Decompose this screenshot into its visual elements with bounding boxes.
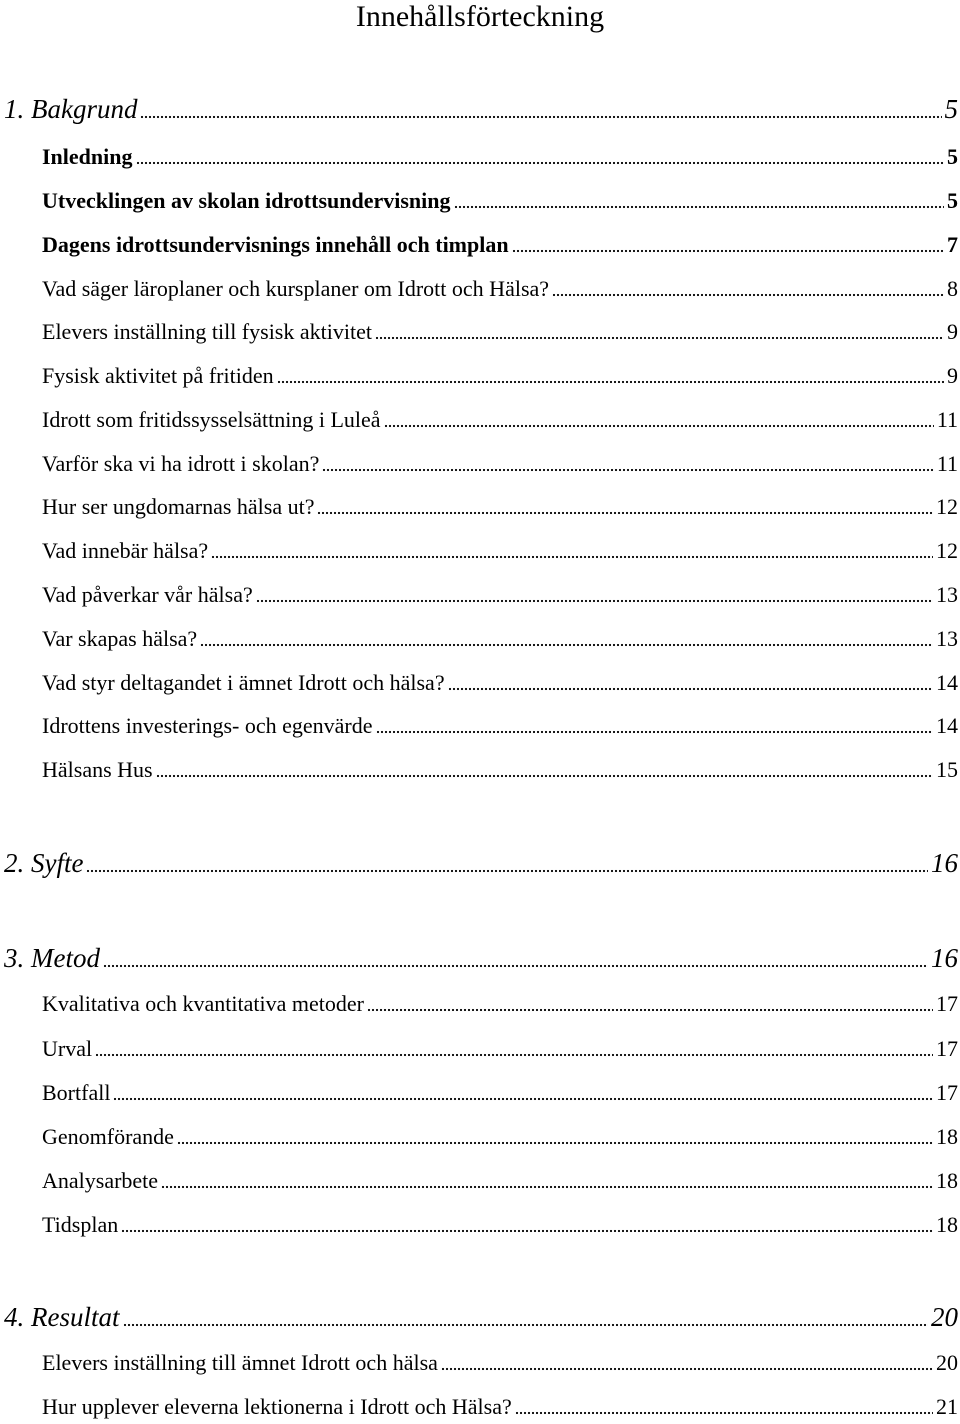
toc-chapter-entry[interactable] [4, 1302, 958, 1332]
dot-leader [161, 1180, 933, 1189]
toc-entry-page-number: 17 [936, 991, 958, 1016]
toc-entry-page-number: 18 [936, 1124, 958, 1149]
toc-entry-label: Dagens idrottsundervisnings innehåll och timplan [42, 232, 509, 257]
dot-leader [375, 331, 944, 340]
dot-leader [256, 594, 933, 603]
dot-leader [317, 506, 933, 515]
toc-section-entry[interactable] [42, 1394, 958, 1420]
dot-leader [512, 244, 944, 253]
dot-leader [156, 769, 933, 778]
toc-entry-page-number: 16 [931, 943, 958, 973]
toc-entry-page-number: 21 [936, 1394, 958, 1419]
toc-entry-label: Tidsplan [42, 1212, 119, 1237]
toc-entry-page-number: 20 [936, 1350, 958, 1375]
toc-section-entry[interactable] [42, 626, 958, 652]
toc-section-entry[interactable] [42, 538, 958, 564]
toc-entry-page-number: 5 [947, 188, 958, 213]
toc-section-entry[interactable] [42, 407, 958, 433]
toc-entry-label: Varför ska vi ha idrott i skolan? [42, 451, 320, 476]
toc-section-entry[interactable] [42, 1168, 958, 1194]
dot-leader [552, 288, 944, 297]
toc-entry-page-number: 8 [947, 276, 958, 301]
toc-entry-page-number: 5 [944, 94, 958, 124]
dot-leader [140, 110, 941, 119]
toc-section-entry[interactable] [42, 319, 958, 345]
toc-section-entry[interactable] [42, 451, 958, 477]
toc-entry-label: Elevers inställning till fysisk aktivitet [42, 319, 372, 344]
dot-leader [211, 550, 933, 559]
toc-entry-page-number: 14 [936, 713, 958, 738]
dot-leader [367, 1003, 933, 1012]
toc-chapter-entry[interactable] [4, 848, 958, 878]
toc-entry-label: Var skapas hälsa? [42, 626, 198, 651]
dot-leader [277, 375, 944, 384]
toc-entry-page-number: 17 [936, 1080, 958, 1105]
toc-entry-page-number: 12 [936, 494, 958, 519]
toc-entry-page-number: 15 [936, 757, 958, 782]
toc-section-entry[interactable] [42, 276, 958, 302]
toc-section-entry[interactable] [42, 670, 958, 696]
dot-leader [123, 1318, 929, 1327]
toc-entry-label: Vad styr deltagandet i ämnet Idrott och hälsa? [42, 670, 445, 695]
dot-leader [441, 1362, 933, 1371]
toc-entry-label: Vad påverkar vår hälsa? [42, 582, 253, 607]
dot-leader [448, 682, 933, 691]
dot-leader [136, 156, 945, 165]
toc-section-entry[interactable] [42, 713, 958, 739]
toc-entry-label: 4. Resultat [4, 1302, 120, 1332]
page-title: Innehållsförteckning [355, 0, 605, 33]
toc-section-entry[interactable] [42, 991, 958, 1017]
toc-section-entry[interactable] [42, 363, 958, 389]
toc-entry-label: Fysisk aktivitet på fritiden [42, 363, 274, 388]
dot-leader [113, 1092, 933, 1101]
toc-entry-label: Idrottens investerings- och egenvärde [42, 713, 373, 738]
toc-entry-page-number: 13 [936, 582, 958, 607]
toc-section-entry[interactable] [42, 1350, 958, 1376]
dot-leader [177, 1136, 933, 1145]
toc-section-entry[interactable] [42, 1124, 958, 1150]
dot-leader [86, 864, 928, 873]
toc-entry-label: Idrott som fritidssysselsättning i Luleå [42, 407, 381, 432]
dot-leader [103, 959, 928, 968]
toc-entry-page-number: 16 [931, 848, 958, 878]
dot-leader [121, 1224, 933, 1233]
dot-leader [454, 200, 944, 209]
toc-section-entry[interactable] [42, 1036, 958, 1062]
toc-entry-page-number: 18 [936, 1212, 958, 1237]
toc-entry-page-number: 12 [936, 538, 958, 563]
toc-entry-page-number: 9 [947, 363, 958, 388]
toc-section-entry[interactable] [42, 144, 958, 170]
dot-leader [376, 725, 934, 734]
toc-entry-label: Hur upplever eleverna lektionerna i Idrott och Hälsa? [42, 1394, 512, 1419]
toc-entry-label: Hälsans Hus [42, 757, 153, 782]
toc-entry-label: Hur ser ungdomarnas hälsa ut? [42, 494, 315, 519]
dot-leader [95, 1048, 933, 1057]
toc-entry-label: Vad innebär hälsa? [42, 538, 209, 563]
toc-entry-page-number: 7 [947, 232, 958, 257]
toc-entry-label: 1. Bakgrund [4, 94, 138, 124]
toc-entry-label: Utvecklingen av skolan idrottsundervisning [42, 188, 451, 213]
toc-entry-label: Analysarbete [42, 1168, 159, 1193]
dot-leader [322, 463, 933, 472]
toc-entry-label: Urval [42, 1036, 93, 1061]
toc-entry-label: Inledning [42, 144, 133, 169]
toc-entry-label: 3. Metod [4, 943, 100, 973]
toc-entry-label: Genomförande [42, 1124, 174, 1149]
toc-entry-page-number: 5 [947, 144, 958, 169]
toc-section-entry[interactable] [42, 188, 958, 214]
toc-section-entry[interactable] [42, 1212, 958, 1238]
toc-section-entry[interactable] [42, 232, 958, 258]
toc-entry-page-number: 9 [947, 319, 958, 344]
toc-entry-page-number: 11 [936, 407, 958, 432]
toc-chapter-entry[interactable] [4, 94, 958, 124]
toc-section-entry[interactable] [42, 757, 958, 783]
toc-entry-label: 2. Syfte [4, 848, 84, 878]
toc-section-entry[interactable] [42, 1080, 958, 1106]
toc-entry-page-number: 18 [936, 1168, 958, 1193]
toc-entry-page-number: 14 [936, 670, 958, 695]
toc-section-entry[interactable] [42, 494, 958, 520]
toc-entry-page-number: 11 [936, 451, 958, 476]
dot-leader [515, 1406, 933, 1415]
toc-entry-label: Bortfall [42, 1080, 111, 1105]
toc-entry-page-number: 20 [931, 1302, 958, 1332]
toc-entry-label: Kvalitativa och kvantitativa metoder [42, 991, 364, 1016]
dot-leader [200, 638, 933, 647]
dot-leader [384, 419, 934, 428]
toc-chapter-entry[interactable] [4, 943, 958, 973]
toc-entry-label: Vad säger läroplaner och kursplaner om Idrott och Hälsa? [42, 276, 550, 301]
toc-section-entry[interactable] [42, 582, 958, 608]
toc-entry-label: Elevers inställning till ämnet Idrott och hälsa [42, 1350, 438, 1375]
toc-entry-page-number: 17 [936, 1036, 958, 1061]
toc-entry-page-number: 13 [936, 626, 958, 651]
